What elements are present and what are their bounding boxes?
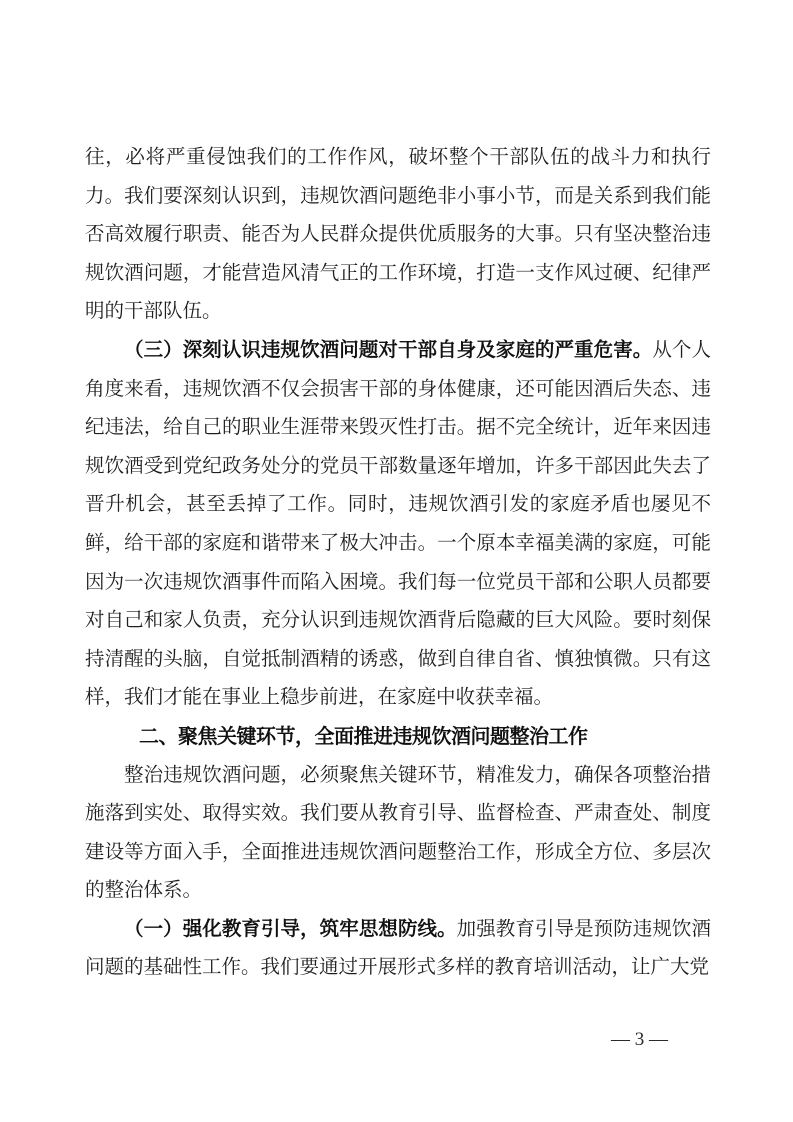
paragraph-continued-from-previous-page: 往，必将严重侵蚀我们的工作作风，破坏整个干部队伍的战斗力和执行力。我们要深刻认识到，违规饮酒问题绝非小事小节，而是关系到我们能否高效履行职责、能否为人民群众提供优质服务的大事。只有坚决整治违规饮酒问题，才能营造风清气正的工作环境，打造一支作风过硬、纪律严明的干部队伍。 (85, 147, 711, 323)
paragraph-subsection-one (85, 911, 711, 988)
document-body (85, 139, 711, 988)
paragraph-subsection-three (85, 332, 711, 718)
subsection-heading-one: （一）强化教育引导，筑牢思想防线。 (124, 918, 457, 940)
subsection-three-body-text: 从个人角度来看，违规饮酒不仅会损害干部的身体健康，还可能因酒后失态、违纪违法，给自己的职业生涯带来毁灭性打击。据不完全统计，近年来因违规饮酒受到党纪政务处分的党员干部数量逐年增加，许多干部因此失去了晋升机会，甚至丢掉了工作。同时，违规饮酒引发的家庭矛盾也屡见不鲜，给干部的家庭和谐带来了极大冲击。一个原本幸福美满的家庭，可能因为一次违规饮酒事件而陷入困境。我们每一位党员干部和公职人员都要对自己和家人负责，充分认识到违规饮酒背后隐藏的巨大风险。要时刻保持清醒的头脑，自觉抵制酒精的诱惑，做到自律自省、慎独慎微。只有这样，我们才能在事业上稳步前进，在家庭中收获幸福。 (85, 339, 711, 709)
page-number: — 3 — (611, 1029, 668, 1050)
paragraph-section-two-intro: 整治违规饮酒问题，必须聚焦关键环节，精准发力，确保各项整治措施落到实处、取得实效。我们要从教育引导、监督检查、严肃查处、制度建设等方面入手，全面推进违规饮酒问题整治工作，形成全方位、多层次的整治体系。 (85, 764, 711, 902)
subsection-one-body-text: 加强教育引导是预防违规饮酒问题的基础性工作。我们要通过开展形式多样的教育培训活动，让广大党 (85, 918, 711, 979)
section-heading-two: 二、聚焦关键环节，全面推进违规饮酒问题整治工作 (139, 725, 588, 748)
subsection-heading-three: （三）深刻认识违规饮酒问题对干部自身及家庭的严重危害。 (124, 339, 653, 361)
